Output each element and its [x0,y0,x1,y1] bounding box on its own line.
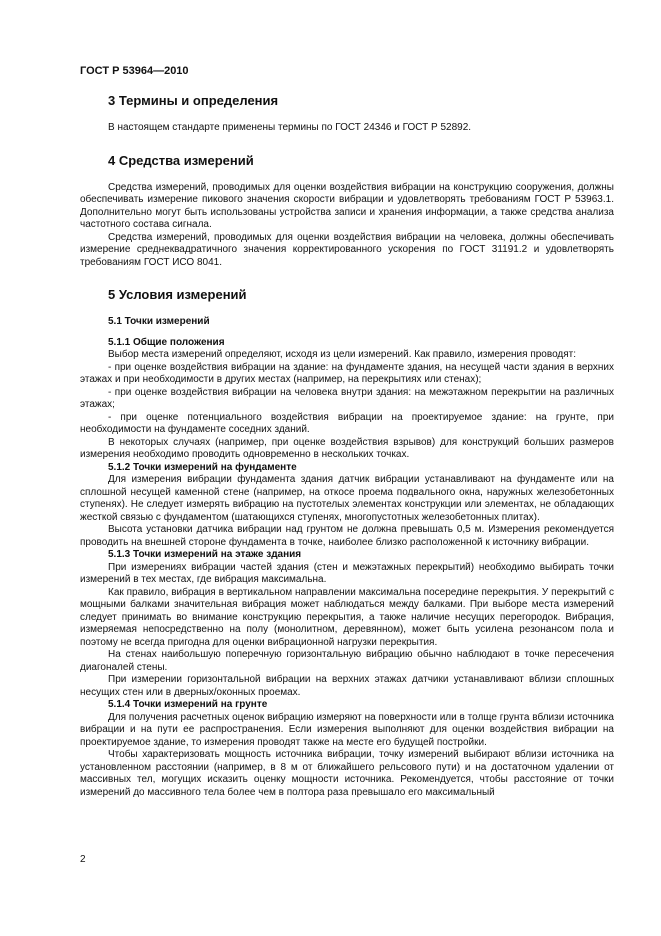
section-5-1-3-paragraph-3: На стенах наибольшую поперечную горизонтальную вибрацию обычно наблюдают в точке пересечения диагоналей стены. [80,649,614,673]
section-5-1-2-paragraph-1: Для измерения вибрации фундамента здания датчик вибрации устанавливают на фундаменте или на сплошной несущей каменной стене (например, на откосе проема подвального окна, наружных железобетонных ступенях). Не следует измерять вибрацию на пустотелых элементах конструкции или элементах, не обладающих жесткой связью с фундаментом (шатающихся ступенях, многопустотных железобетонных плитах). [80,474,614,523]
section-5-1-1-item-2: - при оценке воздействия вибрации на человека внутри здания: на межэтажном перекрытии на различных этажах; [80,386,614,410]
page-content [80,93,614,799]
section-5-1-4-title: 5.1.4 Точки измерений на грунте [108,699,268,710]
section-5-title: 5 Условия измерений [108,287,247,302]
section-5-1-4-paragraph-1: Для получения расчетных оценок вибрацию измеряют на поверхности или в толще грунта вблизи источника вибрации и на пути ее распространения. Если измерения выполняют для оценки воздействия вибрации на проектируемое здание, то измерения проводят также на месте его будущей постройки. [80,711,614,748]
section-4-paragraph-1: Средства измерений, проводимых для оценки воздействия вибрации на конструкцию сооружения, должны обеспечивать измерение пикового значения скорости вибрации и удовлетворять требованиям ГОСТ Р 53963.1. Дополнительно могут быть использованы устройства записи и хранения информации, а также средства анализа частотного состава сигнала. [80,181,614,230]
section-3-title: 3 Термины и определения [108,93,279,108]
section-5-1-3-paragraph-1: При измерениях вибрации частей здания (стен и межэтажных перекрытий) необходимо выбирать точки измерений в тех местах, где вибрация максимальна. [80,561,614,585]
page-number: 2 [80,854,86,865]
section-5-1-3-paragraph-2: Как правило, вибрация в вертикальном направлении максимальна посередине перекрытия. У перекрытий с мощными балками значительная вибрация может наблюдаться между балками. При выборе места измерений следует принимать во внимание конструкцию перекрытия, а также наличие несущих перегородок. Вибрация, измеряемая непосредственно на полу (монолитном, деревянном), может быть усилена резонансом пола и поэтому не всегда пригодна для оценки вибрационной нагрузки перекрытия. [80,586,614,648]
section-4-paragraph-2: Средства измерений, проводимых для оценки воздействия вибрации на человека, должны обеспечивать измерение среднеквадратичного значения корректированного ускорения по ГОСТ 31191.2 и удовлетворять требованиям ГОСТ ИСО 8041. [80,231,614,268]
section-3-paragraph: В настоящем стандарте применены термины по ГОСТ 24346 и ГОСТ Р 52892. [108,122,472,133]
section-5-1-title: 5.1 Точки измерений [108,316,210,327]
section-5-1-1-paragraph-2: В некоторых случаях (например, при оценке воздействия взрывов) для конструкций больших размеров измерения необходимо проводить одновременно в нескольких точках. [80,436,614,460]
section-5-1-3-title: 5.1.3 Точки измерений на этаже здания [108,549,302,560]
section-5-1-1-item-3: - при оценке потенциального воздействия вибрации на проектируемое здание: на грунте, при необходимости на фундаменте соседних зданий. [80,411,614,435]
standard-id: ГОСТ Р 53964—2010 [80,65,189,77]
section-5-1-3-paragraph-4: При измерении горизонтальной вибрации на верхних этажах датчики устанавливают вблизи сплошных несущих стен или в дверных/оконных проемах. [80,674,614,698]
section-5-1-1-title: 5.1.1 Общие положения [108,336,225,348]
section-4-title: 4 Средства измерений [108,152,254,168]
section-5-1-2-paragraph-2: Высота установки датчика вибрации над грунтом не должна превышать 0,5 м. Измерения рекомендуется проводить на внешней стороне фундамента в точке, наиболее близко расположенной к источнику вибрации. [80,524,614,548]
section-5-1-1-item-1: - при оценке воздействия вибрации на здание: на фундаменте здания, на несущей части здания в верхних этажах и при необходимости в других местах (например, на перекрытиях или стенах); [80,361,614,385]
section-5-1-2-title: 5.1.2 Точки измерений на фундаменте [108,461,297,473]
section-5-1-4-paragraph-2: Чтобы характеризовать мощность источника вибрации, точку измерений выбирают вблизи источника на установленном расстоянии (например, в 8 м от ближайшего рельсового пути) и на достаточном удалении от массивных тел, могущих исказить оценку мощности источника. Рекомендуется, чтобы расстояние от точки измерений до массивного тела более чем в полтора раза превышало его максимальный [80,749,614,798]
section-5-1-1-paragraph-1: Выбор места измерений определяют, исходя из цели измерений. Как правило, измерения проводят: [108,349,577,360]
